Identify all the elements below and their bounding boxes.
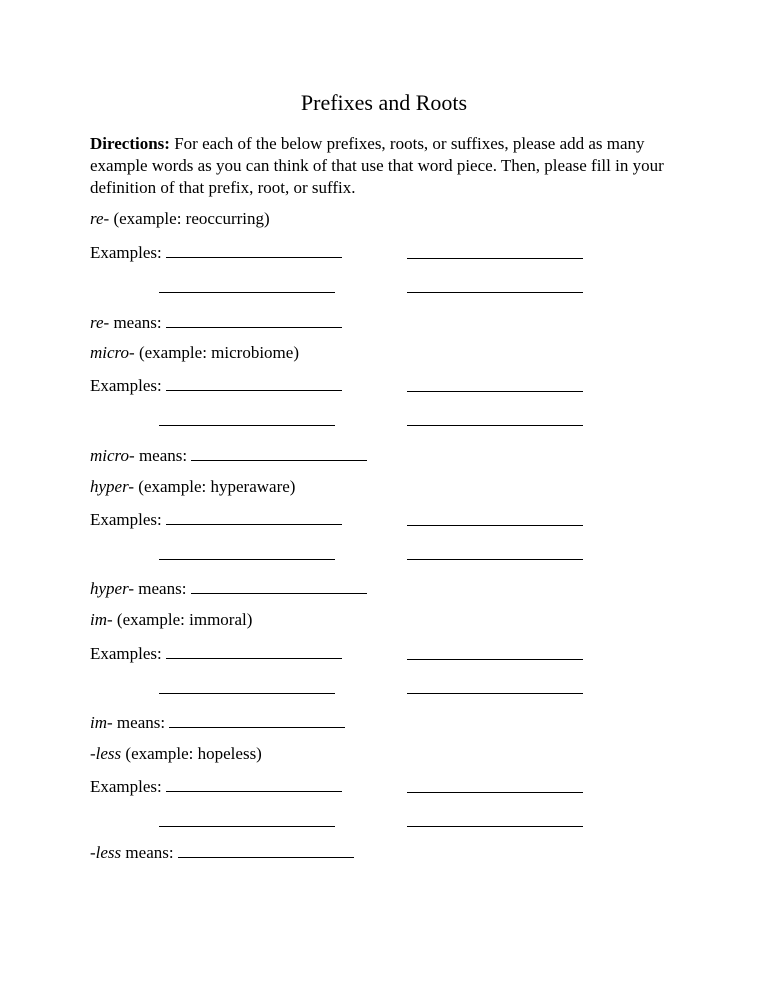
affix-example: (example: microbiome) — [134, 343, 299, 362]
definition-blank[interactable] — [191, 577, 367, 594]
directions-text: For each of the below prefixes, roots, or suffixes, please add as many example words as you can think of that use that word piece. Then, please fill in your definition of that prefix, root, or suffix. — [90, 134, 664, 197]
affix-term: hyper- — [90, 477, 135, 496]
affix-term: re- — [90, 313, 110, 332]
page-title: Prefixes and Roots — [300, 90, 468, 115]
affix-heading-hyper — [90, 476, 295, 498]
example-blank[interactable] — [407, 658, 583, 660]
affix-term: im- — [90, 610, 113, 629]
examples-row — [90, 642, 342, 665]
affix-term: hyper- — [90, 579, 135, 598]
example-blank[interactable] — [159, 291, 335, 293]
affix-term: -less — [90, 744, 122, 763]
example-blank[interactable] — [407, 291, 583, 293]
examples-label: Examples: — [90, 243, 162, 262]
example-blank[interactable] — [166, 642, 342, 659]
example-blank[interactable] — [407, 390, 583, 392]
affix-term: micro- — [90, 343, 135, 362]
affix-example: (example: hyperaware) — [134, 477, 296, 496]
directions-label: Directions: — [90, 134, 170, 153]
example-blank[interactable] — [166, 241, 342, 258]
affix-example: (example: immoral) — [112, 610, 253, 629]
example-blank[interactable] — [166, 775, 342, 792]
example-blank[interactable] — [407, 692, 583, 694]
means-label: means: — [121, 843, 174, 862]
definition-blank[interactable] — [191, 444, 367, 461]
example-blank[interactable] — [407, 825, 583, 827]
examples-label: Examples: — [90, 376, 162, 395]
affix-term: re- — [90, 209, 110, 228]
affix-example: (example: reoccurring) — [109, 209, 270, 228]
examples-label: Examples: — [90, 510, 162, 529]
examples-row — [90, 241, 342, 264]
means-label: means: — [134, 446, 188, 465]
means-label: means: — [134, 579, 187, 598]
examples-row — [90, 775, 342, 798]
means-label: means: — [112, 713, 166, 732]
definition-row-im — [90, 711, 345, 734]
directions-paragraph — [90, 133, 690, 199]
example-blank[interactable] — [159, 825, 335, 827]
affix-heading-less — [90, 743, 262, 765]
definition-blank[interactable] — [178, 841, 354, 858]
example-blank[interactable] — [159, 692, 335, 694]
affix-example: (example: hopeless) — [121, 744, 262, 763]
example-blank[interactable] — [407, 424, 583, 426]
examples-label: Examples: — [90, 777, 162, 796]
affix-heading-im — [90, 609, 252, 631]
affix-term: im- — [90, 713, 113, 732]
examples-row — [90, 508, 342, 531]
example-blank[interactable] — [407, 257, 583, 259]
example-blank[interactable] — [166, 374, 342, 391]
example-blank[interactable] — [159, 558, 335, 560]
affix-term: micro- — [90, 446, 135, 465]
means-label: means: — [109, 313, 162, 332]
example-blank[interactable] — [159, 424, 335, 426]
examples-label: Examples: — [90, 644, 162, 663]
definition-blank[interactable] — [169, 711, 345, 728]
definition-row-re — [90, 311, 342, 334]
definition-blank[interactable] — [166, 311, 342, 328]
examples-row — [90, 374, 342, 397]
example-blank[interactable] — [407, 558, 583, 560]
definition-row-micro — [90, 444, 367, 467]
affix-term: -less — [90, 843, 122, 862]
example-blank[interactable] — [407, 791, 583, 793]
definition-row-less — [90, 841, 354, 864]
example-blank[interactable] — [407, 524, 583, 526]
affix-heading-micro — [90, 342, 299, 364]
definition-row-hyper — [90, 577, 367, 600]
example-blank[interactable] — [166, 508, 342, 525]
affix-heading-re — [90, 208, 270, 230]
